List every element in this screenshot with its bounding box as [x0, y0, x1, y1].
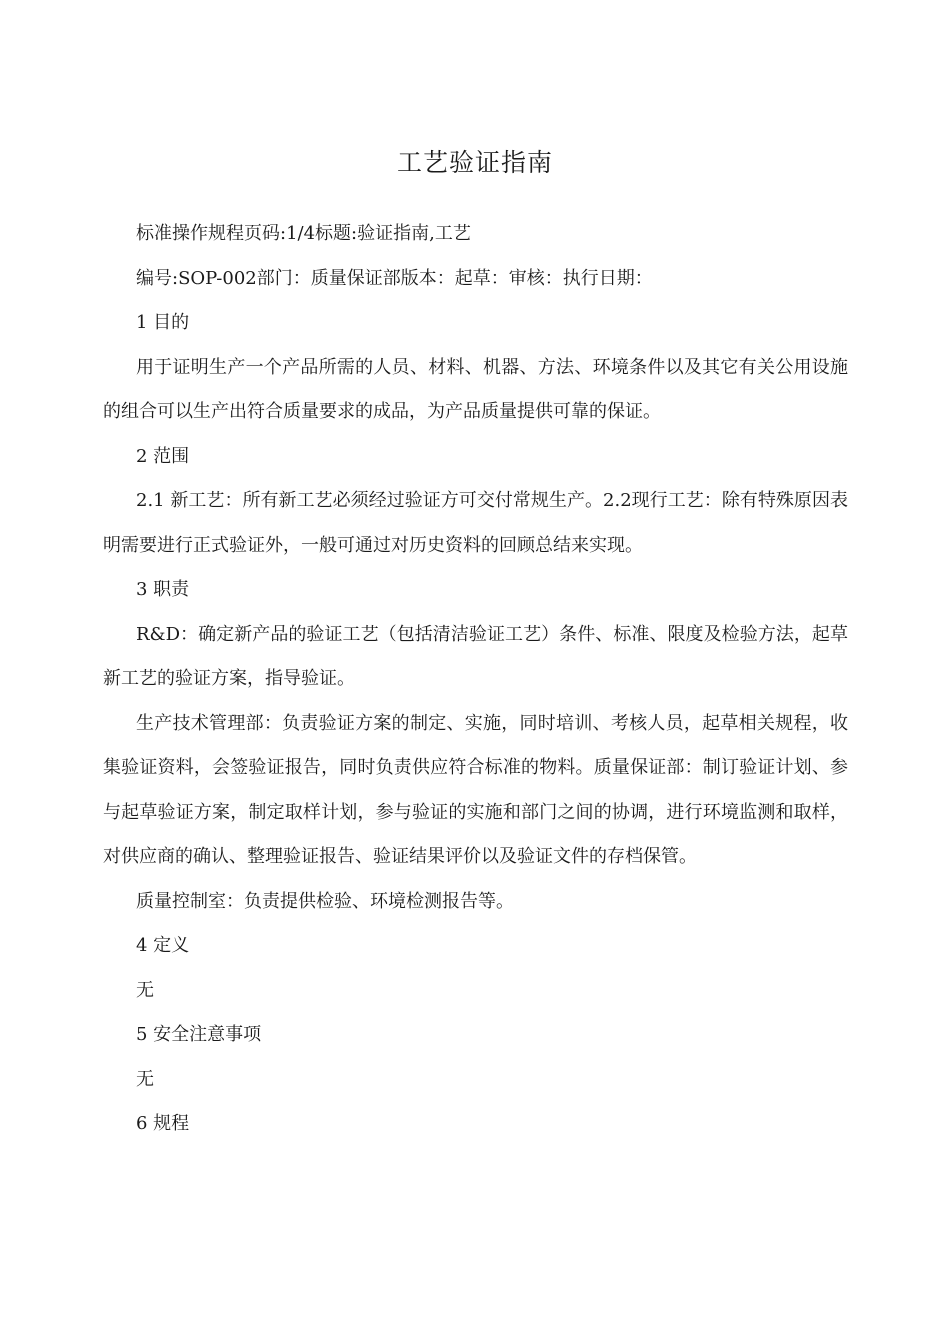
paragraph-production-qa-responsibility: 生产技术管理部：负责验证方案的制定、实施，同时培训、考核人员，起草相关规程，收集验证资料，会签验证报告，同时负责供应符合标准的物料。质量保证部：制订验证计划、参与起草验证方案，制定取样计划，参与验证的实施和部门之间的协调，进行环境监测和取样，对供应商的确认、整理验证报告、验证结果评价以及验证文件的存档保管。 — [103, 712, 848, 867]
paragraph-purpose: 用于证明生产一个产品所需的人员、材料、机器、方法、环境条件以及其它有关公用设施的组合可以生产出符合质量要求的成品，为产品质量提供可靠的保证。 — [103, 356, 848, 422]
section-heading-definitions: 4 定义 — [136, 935, 190, 956]
section-heading-safety: 5 安全注意事项 — [136, 1024, 262, 1045]
section-heading-purpose: 1 目的 — [136, 312, 190, 333]
section-heading-scope: 2 范围 — [136, 445, 190, 467]
paragraph-scope: 2.1 新工艺：所有新工艺必须经过验证方可交付常规生产。2.2现行工艺：除有特殊原因表明需要进行正式验证外，一般可通过对历史资料的回顾总结来实现。 — [103, 490, 848, 556]
document-title: 工艺验证指南 — [396, 148, 553, 177]
paragraph-rd-responsibility: R&D：确定新产品的验证工艺（包括清洁验证工艺）条件、标准、限度及检验方法，起草新工艺的验证方案，指导验证。 — [103, 623, 848, 689]
paragraph-qc-responsibility: 质量控制室：负责提供检验、环境检测报告等。 — [136, 890, 514, 912]
document-body — [103, 212, 848, 1147]
section-heading-responsibilities: 3 职责 — [136, 579, 190, 600]
paragraph-definitions: 无 — [136, 979, 154, 1001]
header-line-page-info: 标准操作规程页码:1/4标题:验证指南,工艺 — [136, 223, 471, 244]
header-line-doc-info: 编号:SOP-002部门：质量保证部版本：起草：审核：执行日期： — [136, 267, 653, 289]
section-heading-procedure: 6 规程 — [136, 1113, 190, 1134]
paragraph-safety: 无 — [136, 1068, 154, 1090]
